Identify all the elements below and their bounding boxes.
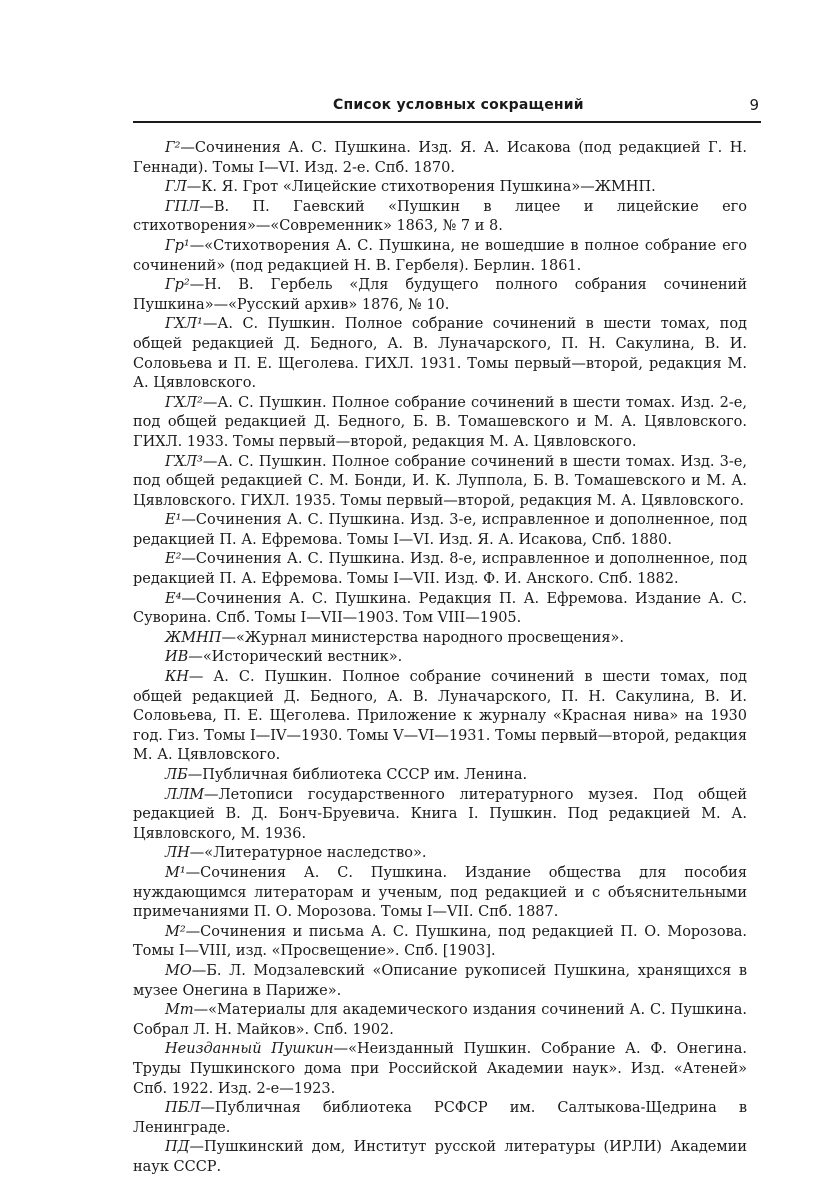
list-item (133, 139, 747, 178)
list-item (133, 786, 747, 845)
abbreviation-definition: —«Неизданный Пушкин. Собрание А. Ф. Онегина. Труды Пушкинского дома при Российской Академии наук». Изд. «Атеней» Спб. 1922. Изд. 2-е—1923. (133, 1041, 747, 1097)
abbreviation-definition: —А. С. Пушкин. Полное собрание сочинений в шести томах. Изд. 2-е, под общей редакцией Д. Бедного, Б. В. Томашевского и М. А. Цявловского. ГИХЛ. 1933. Томы первый—второй, редакция М. А. Цявловского. (133, 394, 747, 450)
abbreviation-definition: —Сочинения А. С. Пушкина. Издание общества для пособия нуждающимся литераторам и ученым, под редакцией и с объяснительными примечаниями П. О. Морозова. Томы I—VII. Спб. 1887. (133, 864, 747, 921)
abbreviation: Е² (165, 551, 182, 568)
abbreviation-definition: —Сочинения А. С. Пушкина. Изд. Я. А. Исакова (под редакцией Г. Н. Геннади). Томы I—VI. Изд. 2-е. Спб. 1870. (133, 140, 747, 176)
abbreviation: Гр¹ (165, 237, 190, 254)
abbreviation: ГХЛ² (165, 394, 203, 411)
list-item (133, 668, 747, 766)
abbreviation: МО (165, 962, 192, 979)
list-item (133, 1040, 747, 1099)
abbreviation-definition: —Публичная библиотека РСФСР им. Салтыкова-Щедрина в Ленинграде. (133, 1100, 747, 1136)
list-item (133, 394, 747, 453)
abbreviations-list (133, 139, 747, 1177)
list-item (133, 648, 747, 668)
abbreviation: ГЛ (165, 179, 187, 196)
list-item (133, 962, 747, 1001)
list-item (133, 1138, 747, 1177)
abbreviation: Неизданный Пушкин (165, 1041, 334, 1058)
abbreviation-definition: —Сочинения А. С. Пушкина. Изд. 8-е, исправленное и дополненное, под редакцией П. А. Ефремова. Томы I—VII. Изд. Ф. И. Анского. Спб. 1882. (133, 551, 747, 588)
abbreviation-definition: —К. Я. Грот «Лицейские стихотворения Пушкина»—ЖМНП. (186, 179, 656, 196)
abbreviation-definition: —«Исторический вестник». (188, 649, 403, 666)
abbreviation-definition: —Летописи государственного литературного музея. Под общей редакцией В. Д. Бонч-Бруевича. Книга I. Пушкин. Под редакцией М. А. Цявловского, М. 1936. (133, 786, 747, 842)
abbreviation: ЖМНП (165, 629, 222, 646)
list-item (133, 511, 747, 550)
abbreviation-definition: —«Стихотворения А. С. Пушкина, не вошедшие в полное собрание его сочинений» (под редакцией Н. В. Гербеля). Берлин. 1861. (133, 237, 747, 274)
list-item (133, 766, 747, 786)
list-item (133, 198, 747, 237)
abbreviation: Е⁴ (165, 590, 182, 607)
abbreviation-definition: —Н. В. Гербель «Для будущего полного собрания сочинений Пушкина»—«Русский архив» 1876, № 10. (133, 277, 747, 313)
page-number: 9 (749, 96, 759, 114)
list-item (133, 550, 747, 589)
list-item (133, 453, 747, 512)
abbreviation-definition: —«Материалы для академического издания сочинений А. С. Пушкина. Собрал Л. Н. Майков». Спб. 1902. (133, 1002, 747, 1038)
abbreviation: ГПЛ (165, 198, 200, 215)
abbreviation-definition: —Публичная библиотека СССР им. Ленина. (187, 767, 528, 783)
abbreviation-definition: — А. С. Пушкин. Полное собрание сочинений в шести томах, под общей редакцией Д. Бедного, А. В. Луначарского, П. Н. Сакулина, В. И. Соловьева, П. Е. Щеголева. Приложение к журналу «Красная нива» на 1930 год. Гиз. Томы I—IV—1930. Томы V—VI—1931. Томы первый—второй, редакция М. А. Цявловского. (133, 669, 747, 764)
list-item (133, 1001, 747, 1040)
list-item (133, 178, 747, 198)
abbreviation: ЛБ (165, 767, 188, 783)
running-header (133, 97, 761, 123)
header-title: Список условных сокращений (333, 97, 584, 113)
abbreviation: Г² (165, 140, 181, 156)
abbreviation-definition: —«Литературное наследство». (189, 845, 427, 862)
abbreviation: ГХЛ¹ (165, 316, 203, 333)
abbreviation-definition: —В. П. Гаевский «Пушкин в лицее и лицейские его стихотворения»—«Современник» 1863, № 7 и 8. (133, 198, 747, 235)
abbreviation: Гр² (165, 277, 190, 294)
abbreviation-definition: —Сочинения А. С. Пушкина. Редакция П. А. Ефремова. Издание А. С. Суворина. Спб. Томы I—VII—1903. Том VIII—1905. (133, 590, 747, 627)
abbreviation-definition: —Сочинения А. С. Пушкина. Изд. 3-е, исправленное и дополненное, под редакцией П. А. Ефремова. Томы I—VI. Изд. Я. А. Исакова, Спб. 1880. (133, 512, 747, 548)
list-item (133, 923, 747, 962)
abbreviation-definition: —А. С. Пушкин. Полное собрание сочинений в шести томах. Изд. 3-е, под общей редакцией С. М. Бонди, И. К. Луппола, Б. В. Томашевского и М. А. Цявловского. ГИХЛ. 1935. Томы первый—второй, редакция М. А. Цявловского. (133, 453, 747, 509)
list-item (133, 1099, 747, 1138)
abbreviation-definition: —«Журнал министерства народного просвещения». (221, 629, 625, 646)
abbreviation: ПБЛ (165, 1100, 201, 1117)
abbreviation: М² (165, 923, 186, 940)
abbreviation: КН (165, 669, 189, 686)
abbreviation-definition: —Пушкинский дом, Институт русской литературы (ИРЛИ) Академии наук СССР. (133, 1139, 747, 1175)
abbreviation-definition: —Б. Л. Модзалевский «Описание рукописей Пушкина, хранящихся в музее Онегина в Париже». (133, 962, 747, 999)
list-item (133, 864, 747, 923)
abbreviation: Е¹ (165, 512, 182, 529)
abbreviation: ЛН (165, 845, 190, 862)
list-item (133, 315, 747, 393)
abbreviation: М¹ (165, 864, 186, 881)
abbreviation: ГХЛ³ (165, 453, 203, 470)
list-item (133, 844, 747, 864)
list-item (133, 237, 747, 276)
abbreviation-definition: —А. С. Пушкин. Полное собрание сочинений в шести томах, под общей редакцией Д. Бедного, А. В. Луначарского, П. Н. Сакулина, В. И. Соловьева и П. Е. Щеголева. ГИХЛ. 1931. Томы первый—второй, редакция М. А. Цявловского. (133, 316, 747, 392)
list-item (133, 590, 747, 629)
abbreviation-definition: —Сочинения и письма А. С. Пушкина, под редакцией П. О. Морозова. Томы I—VIII, изд. «Просвещение». Спб. [1903]. (133, 923, 747, 960)
abbreviation: ЛЛМ (165, 786, 205, 803)
abbreviation: ИВ (165, 649, 189, 666)
abbreviation: Мт (165, 1002, 194, 1019)
list-item (133, 276, 747, 315)
abbreviation: ПД (165, 1139, 190, 1156)
list-item (133, 629, 747, 649)
